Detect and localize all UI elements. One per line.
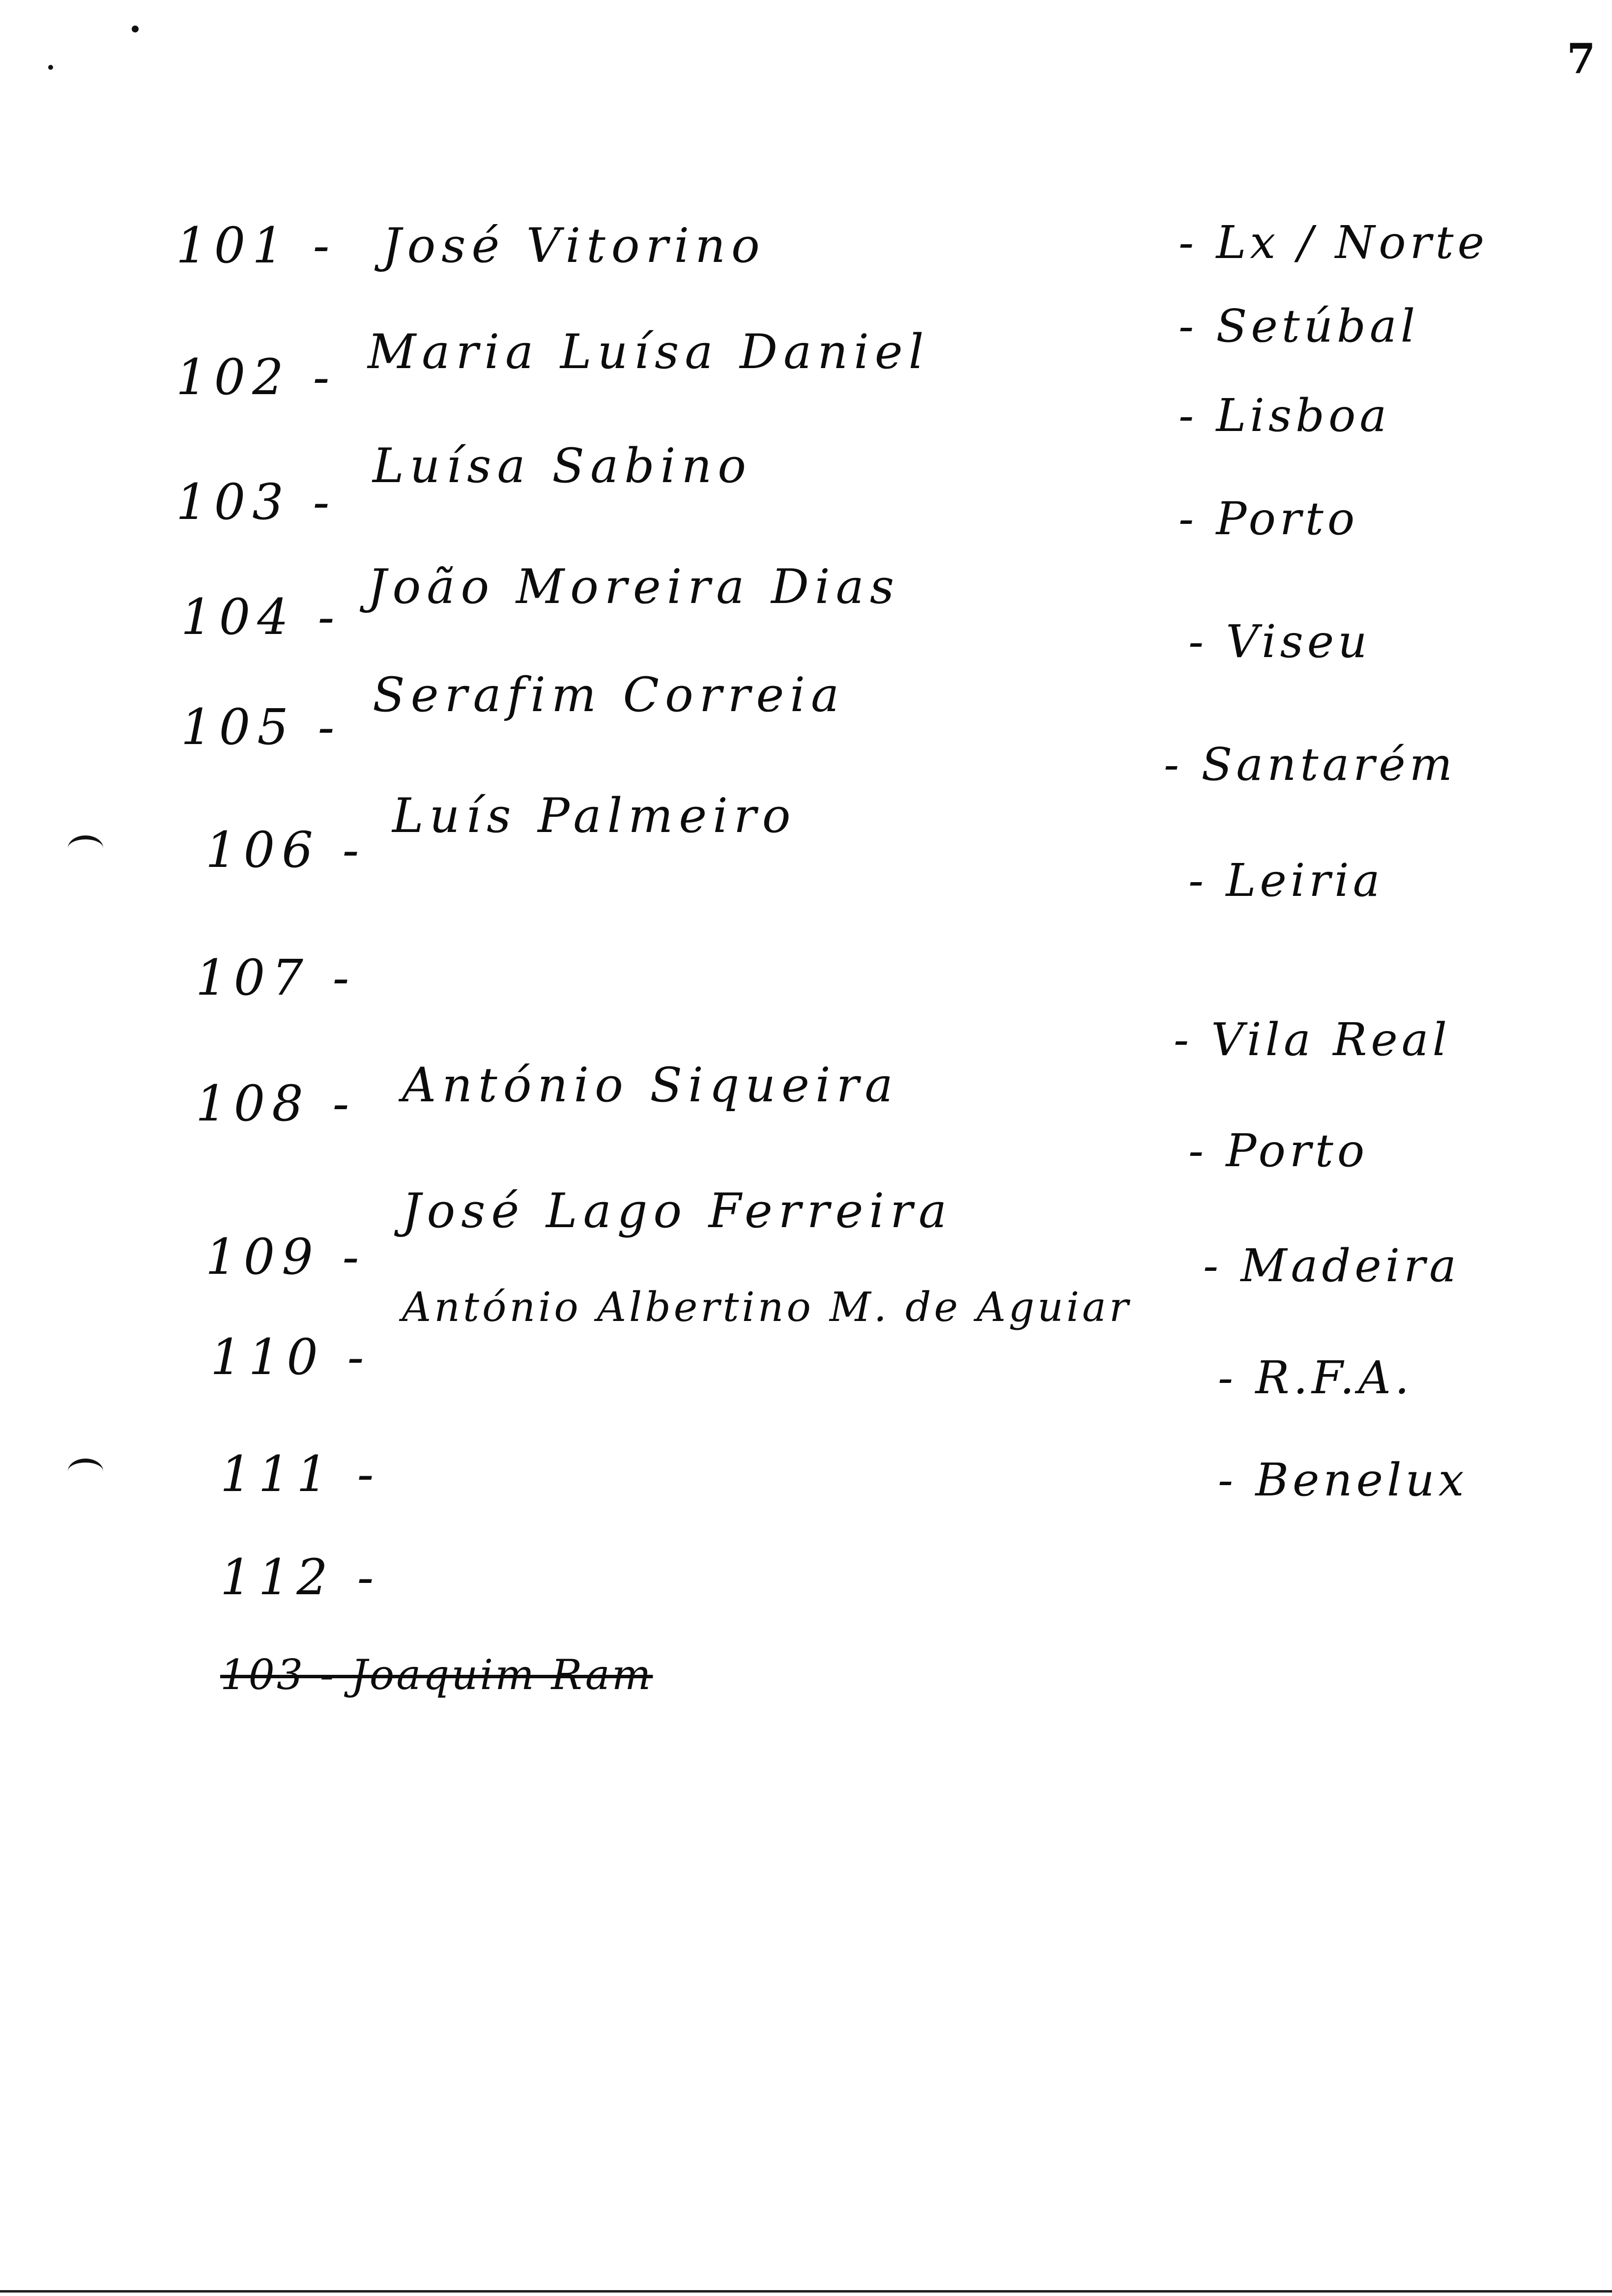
entry-place: - Benelux [1218, 1454, 1468, 1506]
entry-name: José Vitorino [382, 218, 766, 273]
entry-number: 103 - [176, 473, 337, 531]
entry-name: José Lago Ferreira [402, 1183, 953, 1238]
page-number: 7 [1567, 34, 1596, 83]
entry-name: Maria Luísa Daniel [368, 324, 930, 379]
entry-place: - Porto [1179, 492, 1359, 545]
hole-punch-mark [68, 835, 103, 861]
entry-place: - Lisboa [1179, 389, 1391, 442]
entry-name: Luísa Sabino [373, 438, 752, 493]
entry-number: 107 - [196, 949, 356, 1006]
entry-number: 102 - [176, 348, 337, 406]
hole-punch-mark [68, 1459, 103, 1484]
entry-place: - Madeira [1203, 1239, 1460, 1292]
entry-place: - Viseu [1188, 615, 1371, 668]
entry-place: - Vila Real [1174, 1013, 1451, 1066]
entry-number: 108 - [196, 1075, 356, 1132]
entry-place: - Lx / Norte [1179, 216, 1489, 269]
entry-place: - Setúbal [1179, 300, 1419, 352]
entry-number: 101 - [176, 217, 337, 274]
ink-dot [48, 65, 53, 70]
struck-out-entry: 103 - Joaquim Ram [220, 1651, 653, 1699]
entry-place: - Leiria [1188, 854, 1384, 907]
entry-number: 111 - [220, 1445, 381, 1503]
entry-number: 109 - [205, 1228, 366, 1286]
entry-number: 112 - [220, 1549, 381, 1606]
entry-number: 110 - [210, 1328, 371, 1386]
entry-name: António Siqueira [402, 1058, 899, 1113]
entry-number: 104 - [181, 588, 342, 646]
ink-dot [132, 26, 139, 32]
entry-name: António Albertino M. de Aguiar [402, 1284, 1131, 1331]
entry-number: 105 - [181, 698, 342, 756]
page-edge-line [0, 2290, 1612, 2293]
entry-name: Luís Palmeiro [392, 788, 797, 843]
entry-name: Serafim Correia [373, 667, 845, 722]
entry-number: 106 - [205, 821, 366, 879]
entry-place: - Porto [1188, 1124, 1369, 1177]
entry-name: João Moreira Dias [368, 559, 900, 614]
entry-place: - R.F.A. [1218, 1351, 1413, 1404]
entry-place: - Santarém [1164, 738, 1456, 791]
